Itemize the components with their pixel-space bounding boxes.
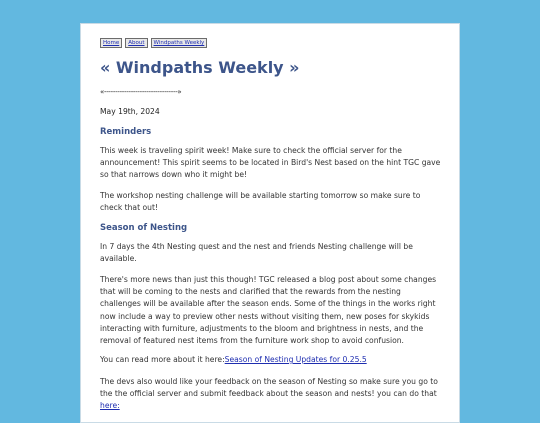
post-date: May 19th, 2024 [100, 107, 160, 116]
nav-bar [100, 38, 440, 49]
nav-home-link[interactable]: Home [100, 38, 122, 48]
content-area [100, 38, 441, 411]
feedback-text: The devs also would like your feedback on the season of Nesting so make sure you go to the the official server and submit feedback about the season and nests! you can do that [100, 377, 438, 399]
section-heading-season: Season of Nesting [100, 223, 188, 233]
feedback-link[interactable]: here: [100, 401, 120, 411]
page-container [80, 23, 460, 423]
reminders-paragraph-1: This week is traveling spirit week! Make sure to check the official server for the announcement! This spirit seems to be located in Bird's Nest based on the hint TGC gave so that narrows down who it might be! [100, 146, 441, 180]
season-paragraph-1: In 7 days the 4th Nesting quest and the nest and friends Nesting challenge will be available. [100, 242, 413, 264]
nav-about-link[interactable]: About [125, 38, 147, 48]
title-divider: «---------------------------------» [100, 88, 182, 96]
nav-windpaths-weekly-link[interactable]: Windpaths Weekly [151, 38, 208, 48]
season-paragraph-2: There's more news than just this though! TGC released a blog post about some changes that will be coming to the nests and clarified that the rewards from the nesting challenges will be available after the season ends. Some of the things in the works right now include a way to preview other nests without visiting them, new poses for skykids interacting with furniture, adjustments to the bloom and brightness in nests, and the removal of featured nest items from the furniture work shop to avoid confusion. [100, 275, 437, 346]
season-updates-link[interactable]: Season of Nesting Updates for 0.25.5 [224, 355, 367, 364]
season-paragraph-3 [100, 354, 442, 366]
page-title: « Windpaths Weekly » [100, 58, 300, 77]
reminders-paragraph-2: The workshop nesting challenge will be available starting tomorrow so make sure to check that out! [100, 191, 421, 213]
read-more-prefix: You can read more about it here: [100, 355, 225, 364]
section-heading-reminders: Reminders [100, 127, 152, 137]
season-paragraph-4 [100, 376, 442, 413]
